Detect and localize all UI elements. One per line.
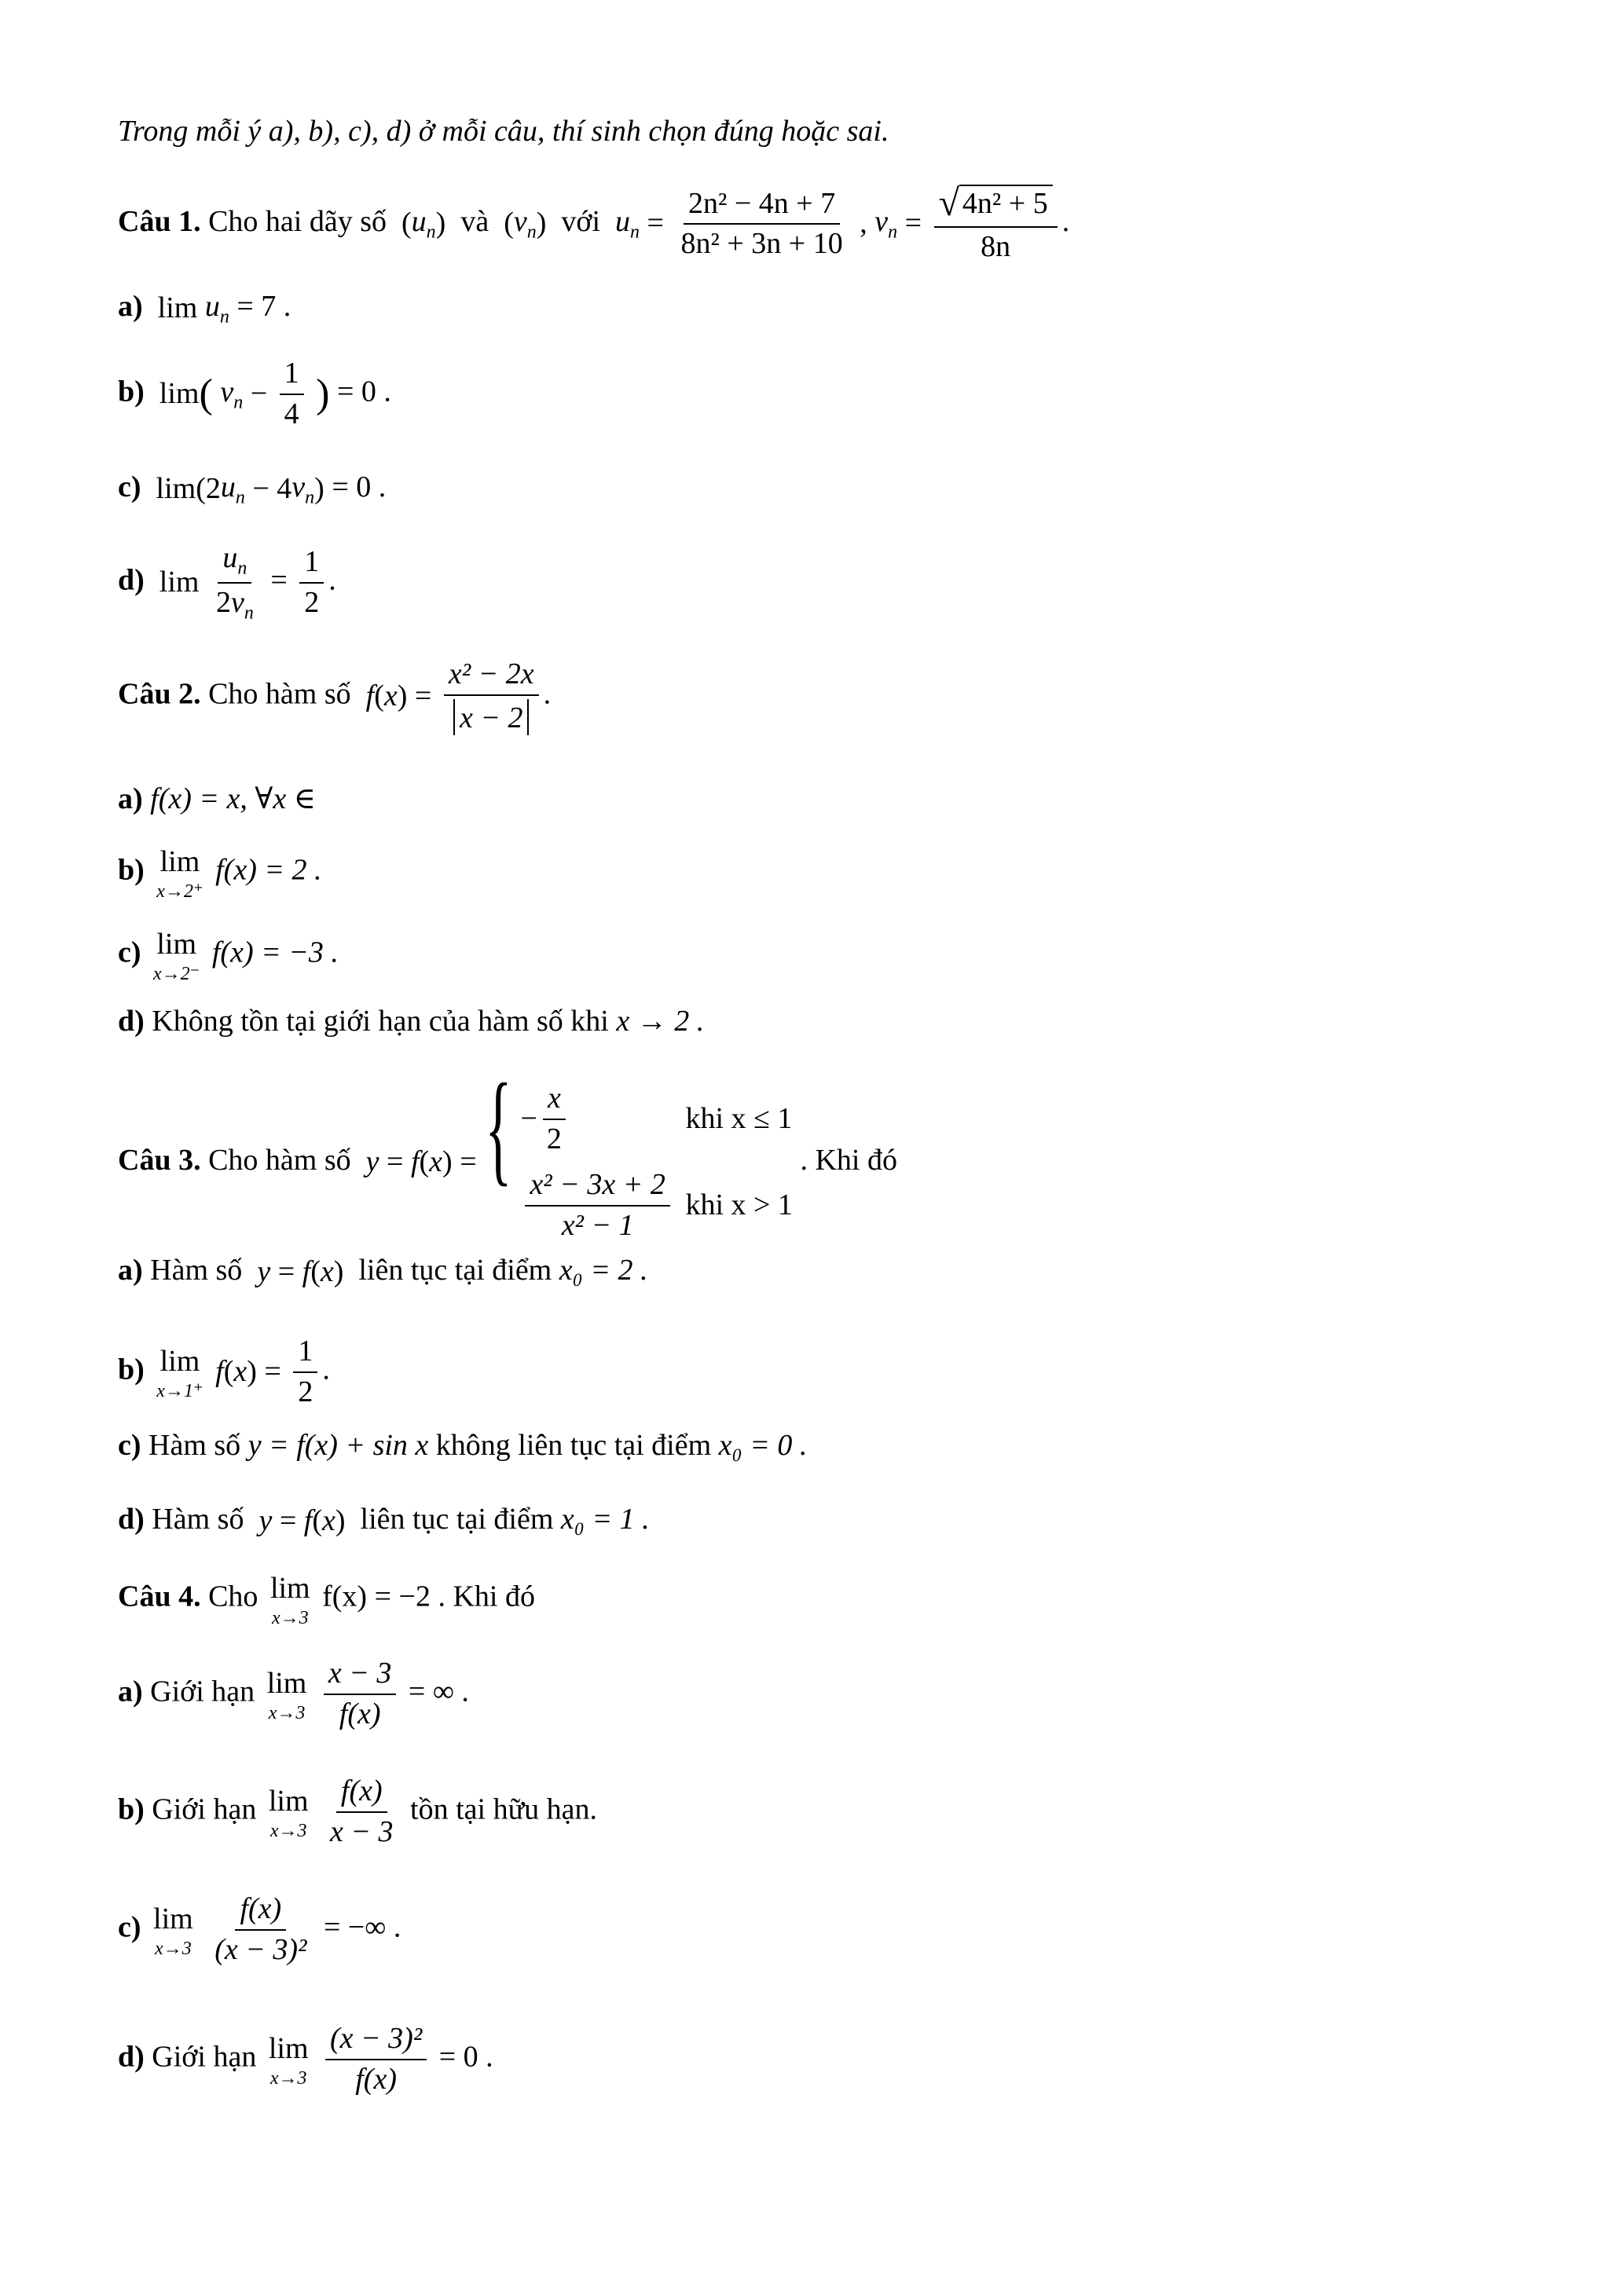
q4-option-a: a) Giới hạn lim x→3 $\frac{x - 3}{f(x)}$ = ∞ . [118, 1657, 469, 1730]
q3-option-a: a) Hàm số y = f ( x ) liên tục tại điểm x₀ = 2 . [118, 1254, 648, 1289]
q1-option-b: b) lim ( $v_n$ − $\frac{1}{4}$ ) = 0 . [118, 357, 391, 430]
q1-and: và [460, 205, 489, 239]
question-1: Câu 1. Cho hai dãy số ( $u_n$ ) và ( $v_n$ ) với $u_n$ = $\frac{\text{2n² − 4n + 7}}{\text{8n² + 3n + 10}}$ , $v_n$ = √ 4n² + 5 8n . [118, 182, 1070, 263]
question-2: Câu 2. Cho hàm số f ( x ) = $\frac{\text{x² − 2x}}{x - 2}$ . [118, 657, 552, 734]
q3-label: Câu 3. [118, 1144, 201, 1177]
intro-text: Trong mỗi ý a), b), c), d) ở mỗi câu, thí sinh chọn đúng hoặc sai. [118, 115, 889, 148]
q4-option-d: d) Giới hạn lim x→3 $\frac{\text{(x − 3)²}}{f(x)}$ = 0 . [118, 2022, 493, 2096]
question-4: Câu 4. Cho lim x→3 f(x) = −2 . Khi đó [118, 1572, 535, 1628]
q2-label: Câu 2. [118, 677, 201, 711]
q1-option-d: d) lim $\frac{u_n}{2v_n}$ = $\frac{1}{2}$ . [118, 541, 336, 624]
instructions [118, 114, 889, 150]
question-3: Câu 3. Cho hàm số y = f ( x ) = { − $\frac{x}{2}$ khi x ≤ 1 $\frac{\text{x² − 3x + 2}}{\text{x² − 1}}$ khi x > 1 . Khi đó [118, 1064, 897, 1249]
q3-option-b: b) lim x→1⁺ f ( x ) = $\frac{1}{2}$ . [118, 1335, 330, 1408]
q4-option-c: c) lim x→3 $\frac{f(x)}{\text{(x − 3)²}}$ = −∞ . [118, 1892, 401, 1966]
q3-option-c: c) Hàm số y = f(x) + sin x không liên tục tại điểm x₀ = 0 . [118, 1429, 808, 1462]
q1-option-a: a) lim $u_n$ = 7 . [118, 290, 291, 328]
q1-label: Câu 1. [118, 205, 201, 239]
q2-option-b: b) lim x→2⁺ f(x) = 2 . [118, 845, 322, 902]
q2-option-c: c) lim x→2⁻ f(x) = −3 . [118, 928, 339, 984]
q3-option-d: d) Hàm số y = f ( x ) liên tục tại điểm x₀ = 1 . [118, 1503, 650, 1538]
q4-label: Câu 4. [118, 1580, 201, 1613]
q2-fraction: $\frac{\text{x² − 2x}}{x - 2}$ [444, 658, 539, 735]
vn-fraction: √ 4n² + 5 8n [934, 185, 1058, 264]
q4-option-b: b) Giới hạn lim x→3 $\frac{f(x)}{x - 3}$ tồn tại hữu hạn. [118, 1774, 598, 1848]
q1-option-c: c) lim(2 $u_n$ − 4 $v_n$ ) = 0 . [118, 471, 387, 508]
un-fraction: $\frac{\text{2n² − 4n + 7}}{\text{8n² + 3n + 10}}$ [680, 186, 843, 261]
piecewise-cases: − $\frac{x}{2}$ khi x ≤ 1 $\frac{\text{x² − 3x + 2}}{\text{x² − 1}}$ khi x > 1 [520, 1082, 793, 1243]
q2-option-a: a) f(x) = x, ∀x ∈ [118, 782, 316, 815]
q1-text: Cho hai dãy số [208, 205, 387, 239]
q1-with: với [561, 205, 601, 239]
q2-option-d: d) Không tồn tại giới hạn của hàm số khi x → 2 . [118, 1005, 705, 1038]
